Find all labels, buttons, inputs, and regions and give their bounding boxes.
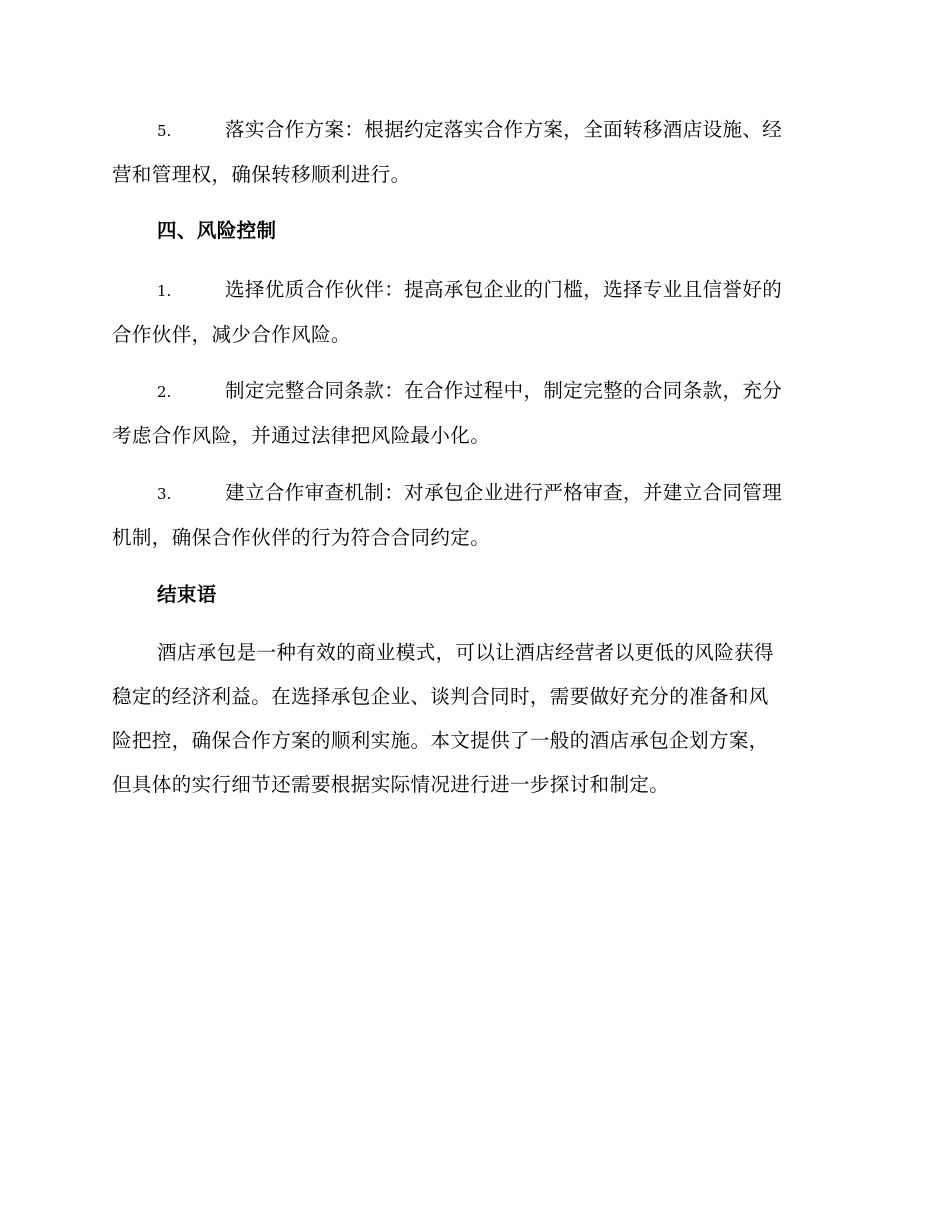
list-item-5 xyxy=(112,108,834,197)
list-item-text-line-2: 考虑合作风险，并通过法律把风险最小化。 xyxy=(112,424,491,447)
paragraph-line-2: 稳定的经济利益。在选择承包企业、谈判合同时，需要做好充分的准备和风 xyxy=(112,685,769,708)
list-item-1 xyxy=(112,268,834,357)
list-item-text-line-2: 营和管理权，确保转移顺利进行。 xyxy=(112,163,411,186)
paragraph-line-3: 险把控，确保合作方案的顺利实施。本文提供了一般的酒店承包企划方案， xyxy=(112,729,769,752)
list-item-text-line-1: 落实合作方案：根据约定落实合作方案，全面转移酒店设施、经 xyxy=(225,118,783,141)
list-item-text-line-2: 机制，确保合作伙伴的行为符合合同约定。 xyxy=(112,526,491,549)
conclusion-paragraph xyxy=(112,631,834,807)
list-item-text-line-2: 合作伙伴，减少合作风险。 xyxy=(112,323,351,346)
section-heading-conclusion: 结束语 xyxy=(157,583,217,606)
list-item-text-line-1: 制定完整合同条款：在合作过程中，制定完整的合同条款，充分 xyxy=(225,379,783,402)
list-item-number: 1. xyxy=(157,282,172,300)
list-item-3 xyxy=(112,471,834,560)
paragraph-line-1: 酒店承包是一种有效的商业模式，可以让酒店经营者以更低的风险获得 xyxy=(157,641,774,664)
list-item-2 xyxy=(112,369,834,458)
list-item-number: 3. xyxy=(157,485,172,503)
list-item-number: 5. xyxy=(157,122,172,140)
list-item-text-line-1: 选择优质合作伙伴：提高承包企业的门槛，选择专业且信誉好的 xyxy=(225,278,783,301)
list-item-text-line-1: 建立合作审查机制：对承包企业进行严格审查，并建立合同管理 xyxy=(225,481,783,504)
paragraph-line-4: 但具体的实行细节还需要根据实际情况进行进一步探讨和制定。 xyxy=(112,773,670,796)
section-heading-risk-control: 四、风险控制 xyxy=(157,219,277,242)
list-item-number: 2. xyxy=(157,383,172,401)
